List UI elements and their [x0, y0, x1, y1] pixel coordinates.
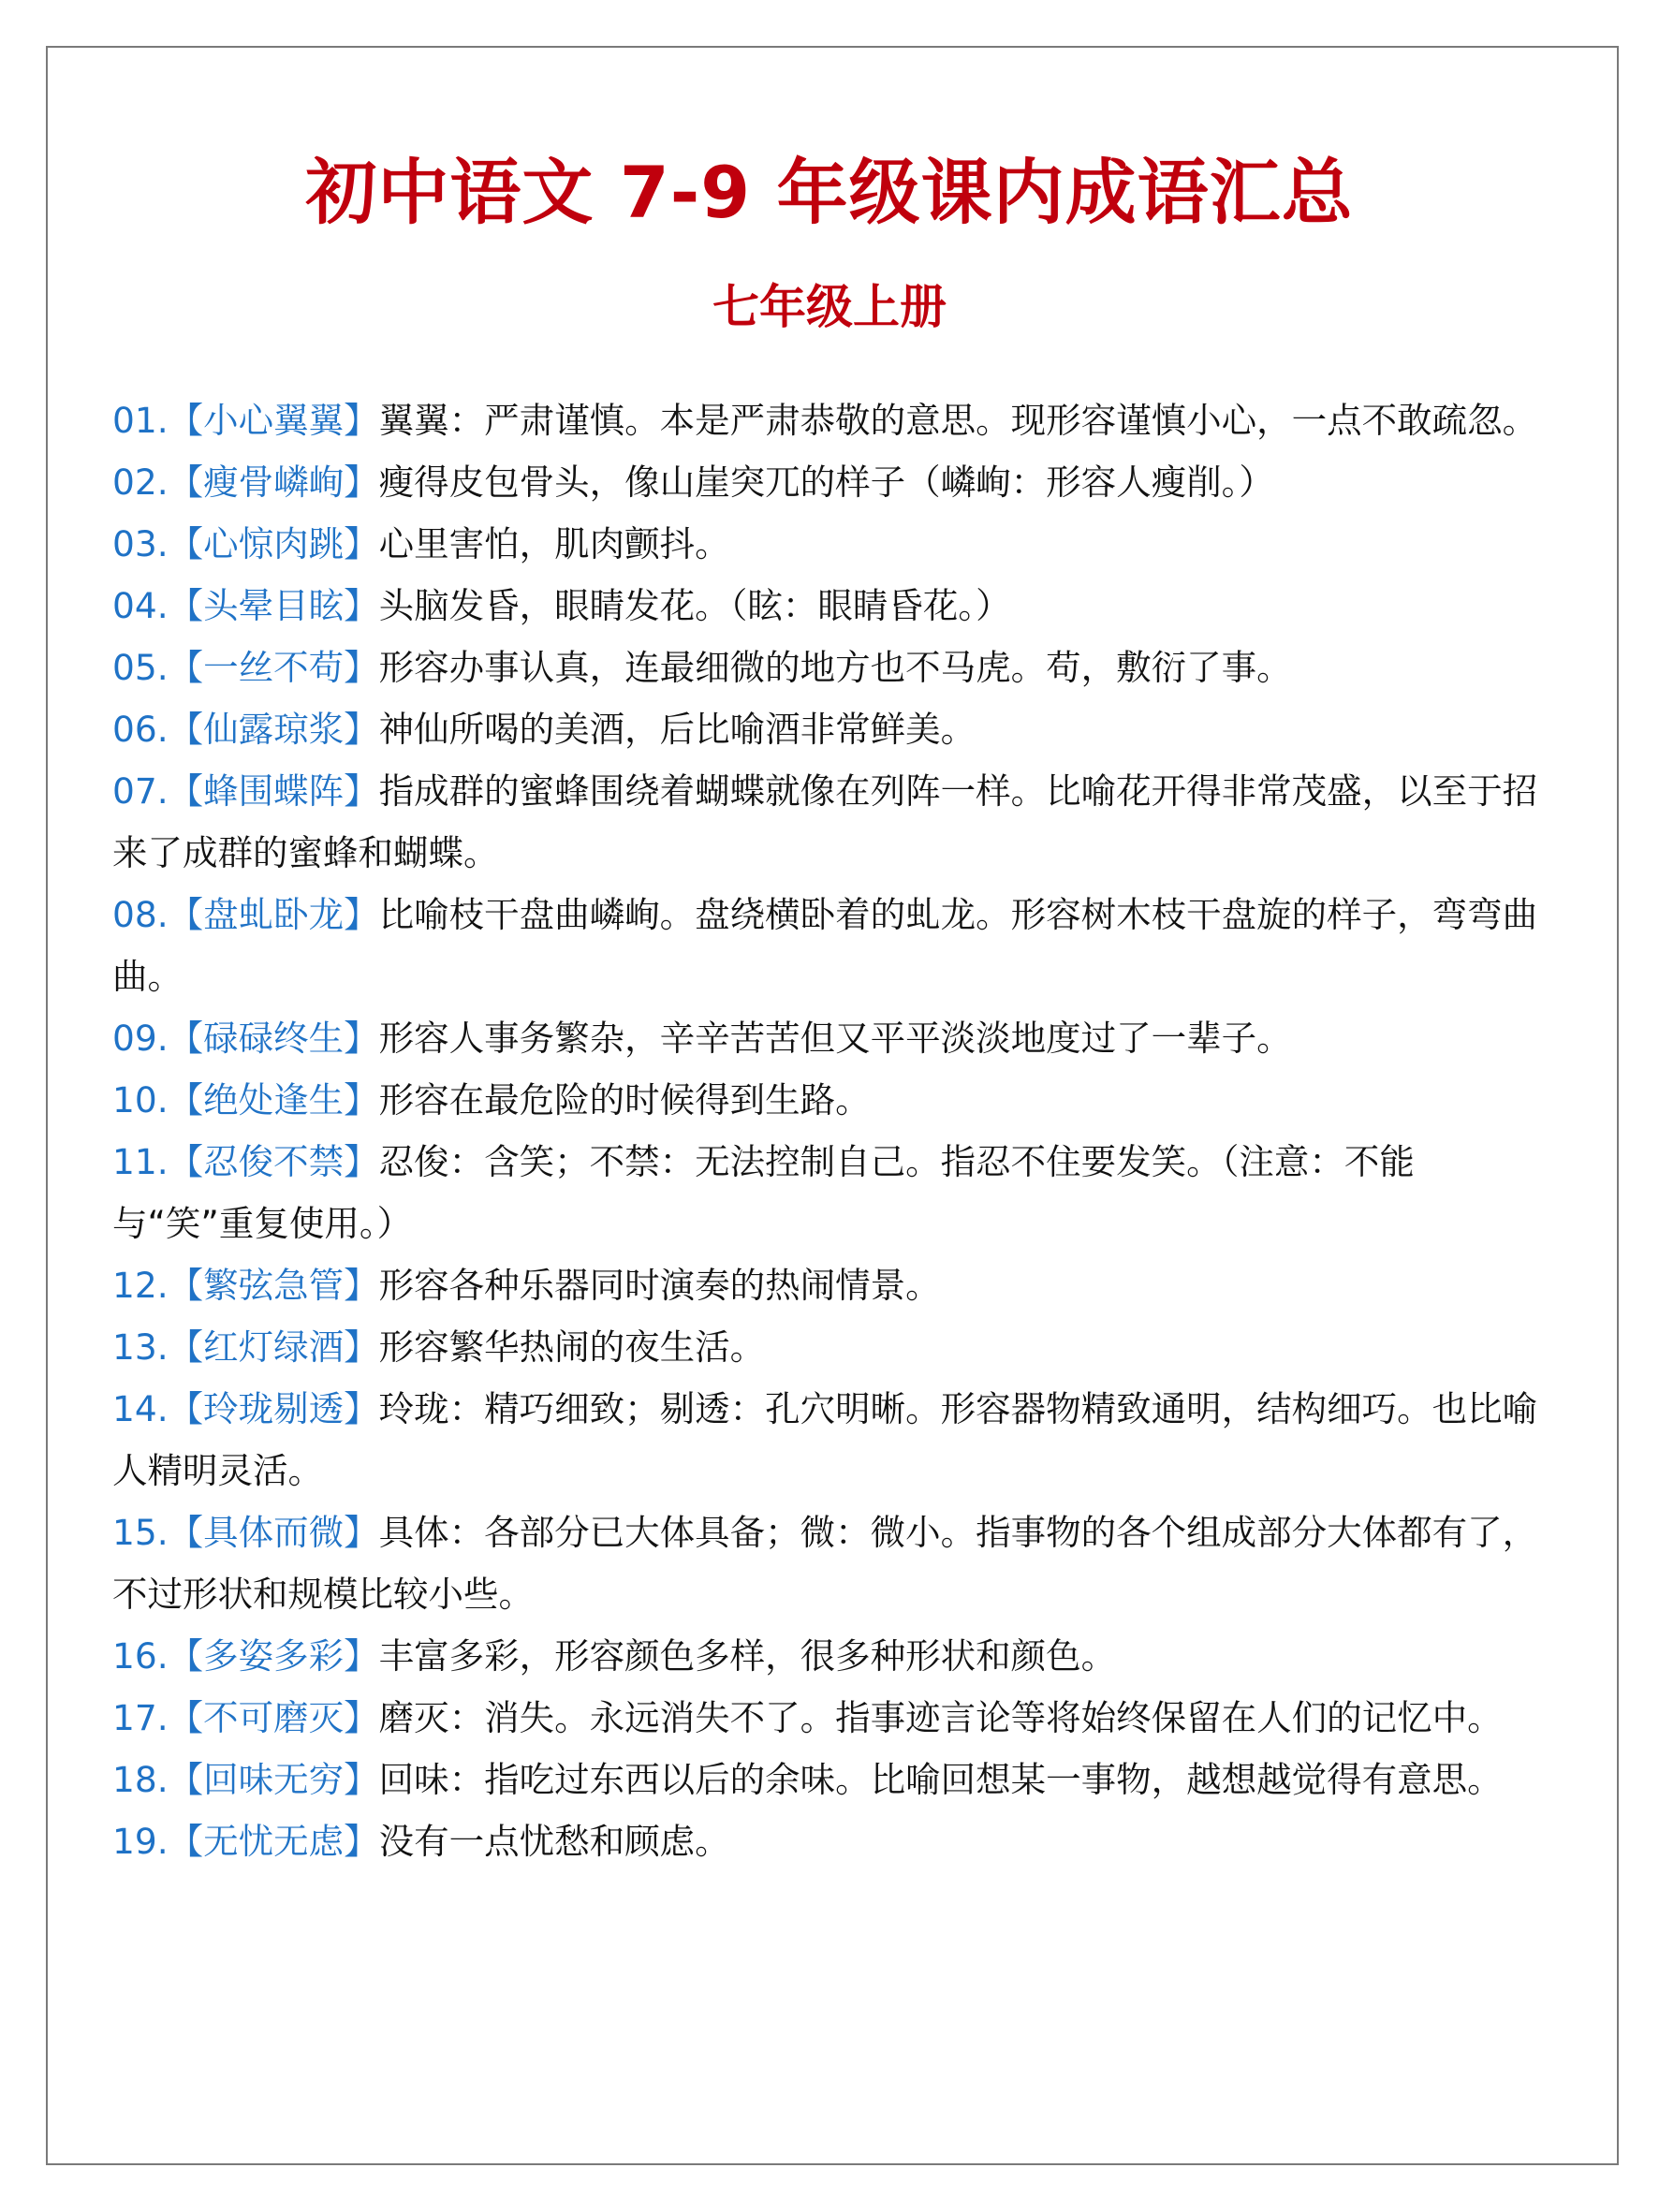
idiom-definition: 瘦得皮包骨头，像山崖突兀的样子（嶙峋：形容人瘦削。） — [378, 461, 1274, 503]
idiom-term: 【无忧无虑】 — [168, 1821, 379, 1862]
list-item — [112, 637, 1554, 698]
list-item — [112, 1007, 1554, 1069]
entry-number: 14. — [112, 1388, 169, 1429]
idiom-term: 【瘦骨嶙峋】 — [168, 461, 379, 503]
list-item — [112, 513, 1554, 575]
idiom-definition: 磨灭：消失。永远消失不了。指事迹言论等将始终保留在人们的记忆中。 — [378, 1697, 1503, 1738]
list-item — [112, 451, 1554, 513]
idiom-definition: 形容人事务繁杂，辛辛苦苦但又平平淡淡地度过了一辈子。 — [378, 1018, 1292, 1059]
list-item — [112, 698, 1554, 760]
idiom-definition: 丰富多彩，形容颜色多样，很多种形状和颜色。 — [378, 1635, 1117, 1677]
idiom-definition: 神仙所喝的美酒，后比喻酒非常鲜美。 — [378, 709, 976, 750]
entry-number: 10. — [112, 1079, 169, 1121]
page-title: 初中语文 7-9 年级课内成语汇总 — [305, 151, 1354, 234]
idiom-term: 【忍俊不禁】 — [168, 1141, 379, 1182]
entry-number: 16. — [112, 1635, 169, 1677]
list-item — [112, 1502, 1554, 1625]
idiom-definition: 心里害怕，肌肉颤抖。 — [378, 523, 730, 564]
entry-number: 19. — [112, 1821, 169, 1862]
idiom-term: 【玲珑剔透】 — [168, 1388, 379, 1429]
idiom-definition: 回味：指吃过东西以后的余味。比喻回想某一事物，越想越觉得有意思。 — [378, 1759, 1503, 1800]
list-item — [112, 884, 1554, 1007]
idiom-definition: 形容办事认真，连最细微的地方也不马虎。苟，敷衍了事。 — [378, 647, 1292, 688]
idiom-definition: 形容在最危险的时候得到生路。 — [378, 1079, 871, 1121]
entry-number: 05. — [112, 647, 169, 688]
list-item — [112, 1378, 1554, 1502]
entry-number: 06. — [112, 709, 169, 750]
entry-number: 01. — [112, 400, 169, 441]
list-item — [112, 575, 1554, 637]
entry-number: 03. — [112, 523, 169, 564]
idiom-definition: 比喻枝干盘曲嶙峋。盘绕横卧着的虬龙。形容树木枝干盘旋的样子，弯弯曲曲。 — [112, 894, 1538, 997]
section-subtitle: 七年级上册 — [712, 280, 947, 334]
idiom-list — [112, 389, 1554, 1872]
list-item — [112, 1749, 1554, 1810]
idiom-term: 【碌碌终生】 — [168, 1018, 379, 1059]
idiom-definition: 玲珑：精巧细致；剔透：孔穴明晰。形容器物精致通明，结构细巧。也比喻人精明灵活。 — [112, 1388, 1538, 1491]
list-item — [112, 1069, 1554, 1131]
idiom-term: 【蜂围蝶阵】 — [168, 770, 379, 812]
idiom-definition: 指成群的蜜蜂围绕着蝴蝶就像在列阵一样。比喻花开得非常茂盛，以至于招来了成群的蜜蜂和蝴蝶。 — [112, 770, 1538, 873]
idiom-definition: 形容繁华热闹的夜生活。 — [378, 1326, 766, 1368]
idiom-definition: 头脑发昏，眼睛发花。（眩：眼睛昏花。） — [378, 585, 1011, 626]
entry-number: 09. — [112, 1018, 169, 1059]
entry-number: 08. — [112, 894, 169, 935]
idiom-term: 【头晕目眩】 — [168, 585, 379, 626]
idiom-term: 【绝处逢生】 — [168, 1079, 379, 1121]
entry-number: 02. — [112, 461, 169, 503]
entry-number: 13. — [112, 1326, 169, 1368]
idiom-term: 【具体而微】 — [168, 1512, 379, 1553]
idiom-definition: 忍俊：含笑；不禁：无法控制自己。指忍不住要发笑。（注意：不能与“笑”重复使用。） — [112, 1141, 1415, 1244]
idiom-definition: 没有一点忧愁和顾虑。 — [378, 1821, 730, 1862]
idiom-term: 【多姿多彩】 — [168, 1635, 379, 1677]
list-item — [112, 1687, 1554, 1749]
entry-number: 04. — [112, 585, 169, 626]
entry-number: 18. — [112, 1759, 169, 1800]
idiom-term: 【回味无穷】 — [168, 1759, 379, 1800]
entry-number: 07. — [112, 770, 169, 812]
idiom-definition: 翼翼：严肃谨慎。本是严肃恭敬的意思。现形容谨慎小心，一点不敢疏忽。 — [378, 400, 1538, 441]
entry-number: 15. — [112, 1512, 169, 1553]
idiom-term: 【心惊肉跳】 — [168, 523, 379, 564]
list-item — [112, 1131, 1554, 1254]
list-item — [112, 1625, 1554, 1687]
list-item — [112, 1316, 1554, 1378]
list-item — [112, 389, 1554, 451]
list-item — [112, 1810, 1554, 1872]
idiom-definition: 具体：各部分已大体具备；微：微小。指事物的各个组成部分大体都有了，不过形状和规模比较小些。 — [112, 1512, 1538, 1615]
idiom-term: 【盘虬卧龙】 — [168, 894, 379, 935]
idiom-term: 【小心翼翼】 — [168, 400, 379, 441]
list-item — [112, 1254, 1554, 1316]
list-item — [112, 760, 1554, 884]
idiom-term: 【红灯绿酒】 — [168, 1326, 379, 1368]
entry-number: 11. — [112, 1141, 169, 1182]
idiom-term: 【一丝不苟】 — [168, 647, 379, 688]
entry-number: 17. — [112, 1697, 169, 1738]
idiom-term: 【繁弦急管】 — [168, 1265, 379, 1306]
idiom-definition: 形容各种乐器同时演奏的热闹情景。 — [378, 1265, 941, 1306]
idiom-term: 【仙露琼浆】 — [168, 709, 379, 750]
idiom-term: 【不可磨灭】 — [168, 1697, 379, 1738]
entry-number: 12. — [112, 1265, 169, 1306]
